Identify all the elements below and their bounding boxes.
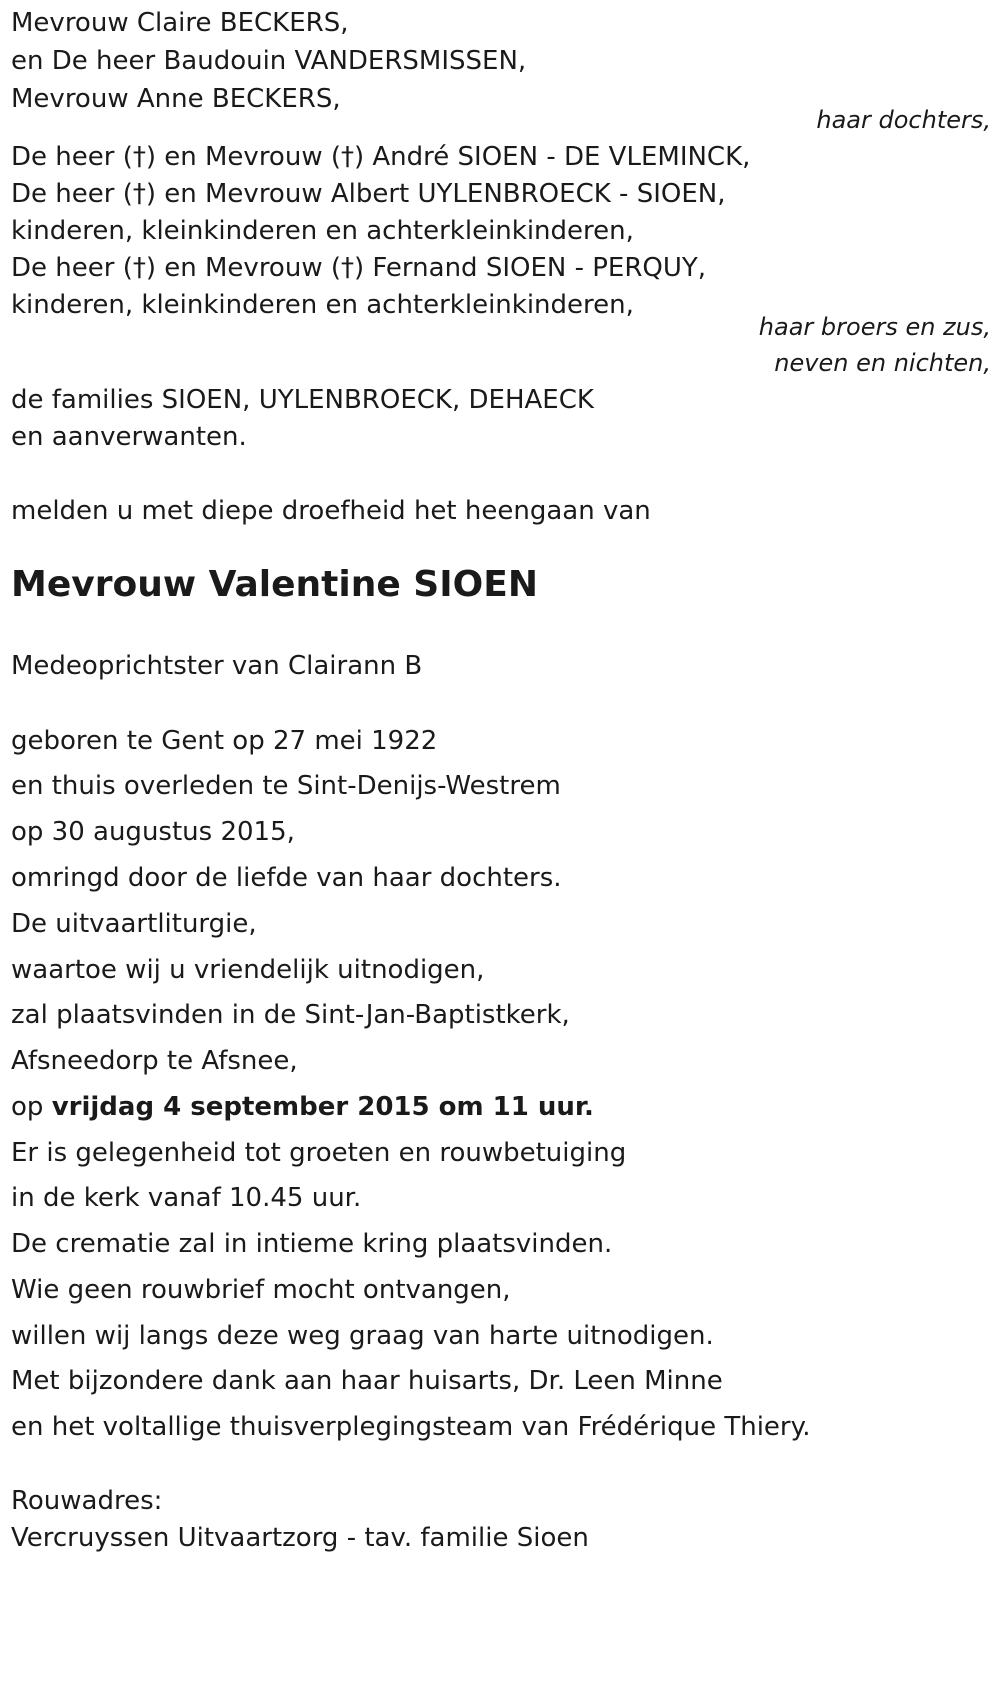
family-line: kinderen, kleinkinderen en achterkleinkinderen, <box>11 290 634 320</box>
detail-line: zal plaatsvinden in de Sint-Jan-Baptistkerk, <box>11 1000 570 1030</box>
deceased-subtitle: Medeoprichtster van Clairann B <box>11 651 423 681</box>
family-line: De heer (†) en Mevrouw (†) Fernand SIOEN - PERQUY, <box>11 253 707 283</box>
family-line: en De heer Baudouin VANDERSMISSEN, <box>11 46 527 76</box>
detail-line: en het voltallige thuisverplegingsteam van Frédérique Thiery. <box>11 1412 811 1442</box>
detail-line: en thuis overleden te Sint-Denijs-Westrem <box>11 771 561 801</box>
ceremony-date: vrijdag 4 september 2015 om 11 uur. <box>51 1092 594 1122</box>
detail-line: waartoe wij u vriendelijk uitnodigen, <box>11 955 485 985</box>
address-label: Rouwadres: <box>11 1486 163 1516</box>
family-line: De heer (†) en Mevrouw (†) André SIOEN - DE VLEMINCK, <box>11 142 751 172</box>
family-line: Mevrouw Claire BECKERS, <box>11 8 349 38</box>
ceremony-date-prefix: op <box>11 1092 52 1122</box>
relation-cousins: neven en nichten, <box>774 349 991 377</box>
family-line: de families SIOEN, UYLENBROECK, DEHAECK <box>11 385 594 415</box>
detail-line: Wie geen rouwbrief mocht ontvangen, <box>11 1275 511 1305</box>
address-line: Vercruyssen Uitvaartzorg - tav. familie Sioen <box>11 1523 589 1553</box>
detail-line: omringd door de liefde van haar dochters. <box>11 863 562 893</box>
announcement-text: melden u met diepe droefheid het heengaan van <box>11 496 651 526</box>
detail-line: in de kerk vanaf 10.45 uur. <box>11 1183 362 1213</box>
detail-line: De uitvaartliturgie, <box>11 909 257 939</box>
detail-line: op 30 augustus 2015, <box>11 817 295 847</box>
detail-line: Er is gelegenheid tot groeten en rouwbetuiging <box>11 1138 627 1168</box>
family-line: en aanverwanten. <box>11 422 247 452</box>
detail-line: Met bijzondere dank aan haar huisarts, Dr. Leen Minne <box>11 1366 723 1396</box>
family-line: De heer (†) en Mevrouw Albert UYLENBROECK - SIOEN, <box>11 179 726 209</box>
ceremony-date-line <box>11 1094 594 1120</box>
relation-daughters: haar dochters, <box>816 106 991 134</box>
detail-line: geboren te Gent op 27 mei 1922 <box>11 726 438 756</box>
family-line: Mevrouw Anne BECKERS, <box>11 84 341 114</box>
deceased-name: Mevrouw Valentine SIOEN <box>11 564 538 605</box>
detail-line: Afsneedorp te Afsnee, <box>11 1046 298 1076</box>
detail-line: De crematie zal in intieme kring plaatsvinden. <box>11 1229 613 1259</box>
detail-line: willen wij langs deze weg graag van harte uitnodigen. <box>11 1321 714 1351</box>
family-line: kinderen, kleinkinderen en achterkleinkinderen, <box>11 216 634 246</box>
relation-siblings: haar broers en zus, <box>758 313 991 341</box>
